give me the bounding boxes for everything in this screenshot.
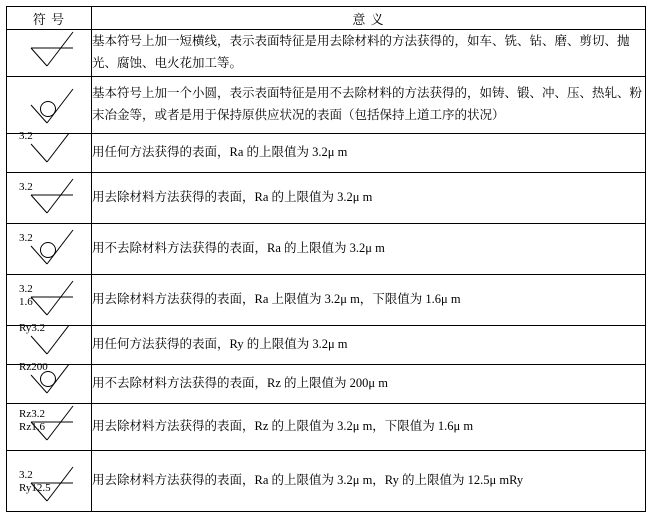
symbol-cell [7,451,92,512]
symbol-cell [7,361,92,404]
column-header-meaning: 意 义 [92,7,646,30]
symbol-any-method-ry-3-2 [7,322,91,364]
table-header-row [7,7,646,30]
table-row [7,30,646,77]
symbol-removal-prohibited-basic [7,77,91,133]
column-header-symbol: 符 号 [7,7,92,30]
table-row [7,275,646,326]
symbol-cell [7,173,92,224]
symbol-cell [7,77,92,134]
table-row [7,173,646,224]
symbol-removal-ra-3-2-1-6 [7,275,91,325]
symbol-cell [7,275,92,326]
meaning-cell: 用去除材料方法获得的表面，Ra 的上限值为 3.2μ m，Ry 的上限值为 12.5μ mRy [92,451,646,512]
symbol-lower-limit-label: Rz1.6 [19,421,45,433]
symbol-upper-limit-label: Rz3.2 [19,408,45,420]
symbol-lower-limit-label: 1.6 [19,296,33,308]
table-row [7,224,646,275]
symbol-upper-limit-label: 3.2 [19,181,33,193]
symbol-upper-limit-label: 3.2 [19,469,33,481]
meaning-cell: 用不去除材料方法获得的表面，Ra 的上限值为 3.2μ m [92,224,646,275]
meaning-cell: 用任何方法获得的表面，Ra 的上限值为 3.2μ m [92,134,646,173]
meaning-cell: 用去除材料方法获得的表面，Ra 上限值为 3.2μ m，下限值为 1.6μ m [92,275,646,326]
symbol-cell [7,404,92,451]
symbol-cell [7,130,92,173]
symbol-cell [7,322,92,365]
table-row [7,77,646,134]
symbol-cell [7,30,92,77]
meaning-cell: 用去除材料方法获得的表面，Rz 的上限值为 3.2μ m，下限值为 1.6μ m [92,404,646,451]
table-row [7,451,646,512]
table-row [7,134,646,173]
symbol-cell [7,224,92,275]
meaning-cell: 基本符号上加一个小圆，表示表面特征是用不去除材料的方法获得的，如铸、锻、冲、压、热轧、粉末冶金等，或者是用于保持原供应状况的表面（包括保持上道工序的状况） [92,77,646,134]
meaning-cell: 基本符号上加一短横线，表示表面特征是用去除材料的方法获得的，如车、铣、钻、磨、剪切、抛光、腐蚀、电火花加工等。 [92,30,646,77]
symbol-upper-limit-label: Rz200 [19,361,48,373]
table-head [7,7,646,30]
symbol-removal-ra-3-2 [7,173,91,223]
symbol-any-method-ra-3-2 [7,130,91,172]
symbol-no-removal-rz-200 [7,361,91,403]
meaning-cell: 用去除材料方法获得的表面，Ra 的上限值为 3.2μ m [92,173,646,224]
symbol-no-removal-ra-3-2 [7,224,91,274]
symbol-removal-rz-3-2-1-6 [7,404,91,450]
table-body [7,30,646,512]
symbol-removal-ra-3-2-ry-12-5 [7,451,91,511]
symbol-meaning-table [6,6,646,512]
symbol-upper-limit-label: Ry3.2 [19,322,46,334]
table-row [7,326,646,365]
symbol-upper-limit-label: 3.2 [19,283,33,295]
symbol-upper-limit-label: 3.2 [19,130,33,142]
symbol-upper-limit-label: 3.2 [19,232,33,244]
symbol-lower-limit-label: Ry12.5 [19,482,51,494]
table-row [7,365,646,404]
symbol-removal-required-basic [7,30,91,76]
meaning-cell: 用任何方法获得的表面，Ry 的上限值为 3.2μ m [92,326,646,365]
table-row [7,404,646,451]
meaning-cell: 用不去除材料方法获得的表面，Rz 的上限值为 200μ m [92,365,646,404]
